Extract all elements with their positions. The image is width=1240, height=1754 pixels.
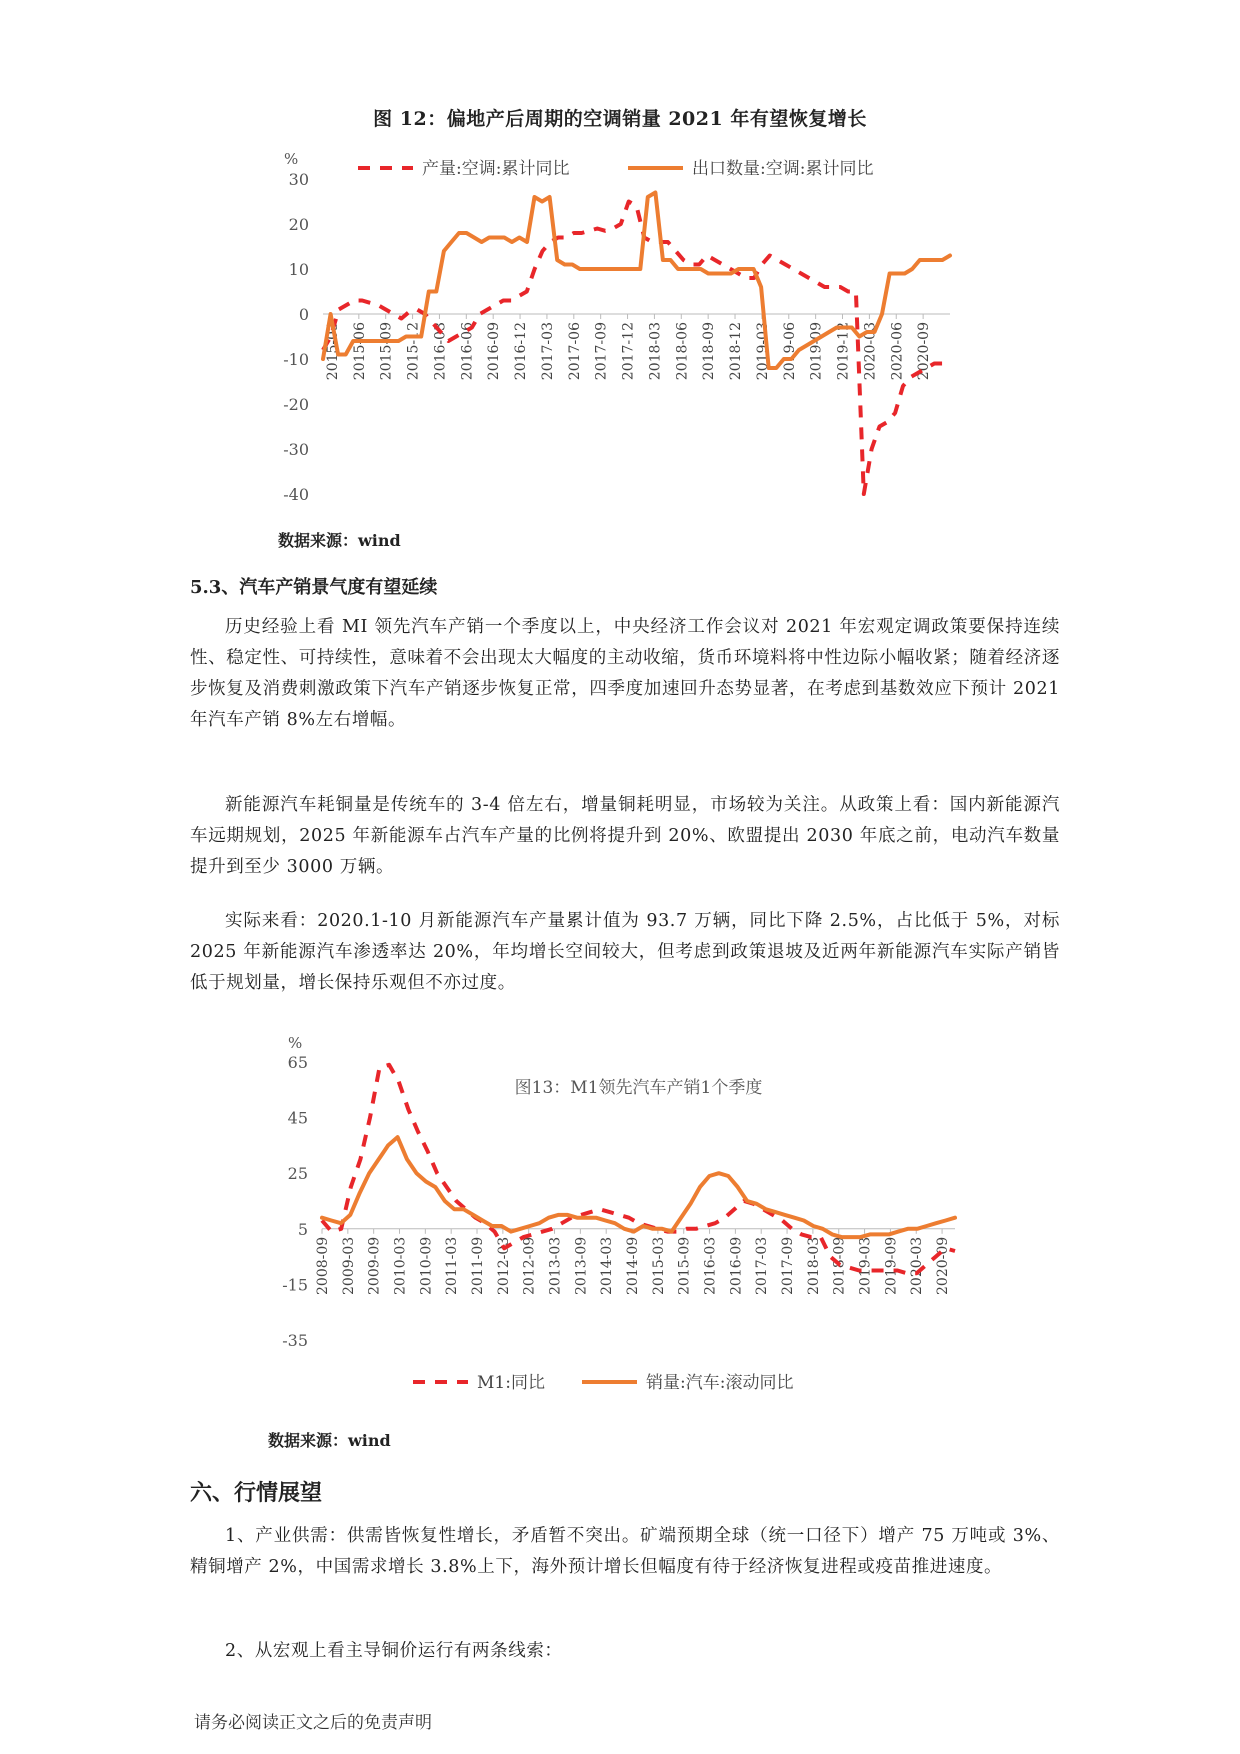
figure-12-source: 数据来源：wind (278, 531, 401, 550)
paragraph: 实际来看：2020.1-10 月新能源汽车产量累计值为 93.7 万辆，同比下降 2.5%，占比低于 5%，对标 2025 年新能源汽车渗透率达 20%，年均增长空间较大，但考虑到政策退坡及近两年新能源汽车实际产销皆低于规划量，增长保持乐观但不亦过度。 (190, 911, 1060, 993)
y-tick-label: 10 (288, 260, 309, 279)
figure-12-title: 图 12：偏地产后周期的空调销量 2021 年有望恢复增长 (373, 108, 867, 130)
section-5-3-heading: 5.3、汽车产销景气度有望延续 (190, 577, 438, 598)
paragraph: 2、从宏观上看主导铜价运行有两条线索： (225, 1641, 563, 1661)
x-tick-label: 2019-03 (754, 322, 771, 381)
x-tick-label: 2012-09 (521, 1236, 538, 1295)
x-tick-label: 2019-09 (883, 1236, 900, 1295)
x-tick-label: 2020-03 (862, 322, 879, 381)
x-tick-label: 2019-06 (781, 322, 798, 381)
legend-label: 产量:空调:累计同比 (422, 159, 570, 179)
legend-label: 出口数量:空调:累计同比 (692, 159, 874, 179)
x-tick-label: 2016-06 (459, 322, 476, 381)
y-tick-label: 20 (288, 215, 309, 234)
x-tick-label: 2017-09 (780, 1236, 797, 1295)
x-tick-label: 2013-03 (547, 1236, 564, 1295)
figure-12-chart (0, 135, 1240, 535)
chart-title: 图13：M1领先汽车产销1个季度 (514, 1078, 763, 1098)
x-tick-label: 2019-03 (857, 1236, 874, 1295)
figure-13-chart (0, 1015, 1240, 1425)
paragraph: 新能源汽车耗铜量是传统车的 3-4 倍左右，增量铜耗明显，市场较为关注。从政策上看：国内新能源汽车远期规划，2025 年新能源车占汽车产量的比例将提升到 20%、欧盟提出 2030 年底之前，电动汽车数量提升到至少 3000 万辆。 (190, 795, 1060, 877)
x-tick-label: 2015-03 (650, 1236, 667, 1295)
y-tick-label: 0 (298, 305, 309, 324)
section-6-heading: 六、行情展望 (190, 1480, 323, 1506)
figure-13-source: 数据来源：wind (268, 1431, 391, 1450)
x-tick-label: 2018-03 (805, 1236, 822, 1295)
x-tick-label: 2018-06 (674, 322, 691, 381)
x-tick-label: 2015-09 (676, 1236, 693, 1295)
x-tick-label: 2015-03 (324, 322, 341, 381)
x-tick-label: 2019-09 (808, 322, 825, 381)
x-tick-label: 2010-03 (392, 1236, 409, 1295)
x-tick-label: 2009-03 (340, 1236, 357, 1295)
y-tick-label: -35 (282, 1331, 308, 1350)
y-tick-label: 25 (287, 1164, 308, 1184)
x-tick-label: 2017-09 (593, 322, 610, 381)
x-tick-label: 2020-06 (889, 322, 906, 381)
y-tick-label: 65 (287, 1053, 308, 1072)
y-tick-label: 30 (288, 170, 309, 189)
x-tick-label: 2014-03 (599, 1236, 616, 1295)
y-tick-label: -15 (282, 1275, 308, 1295)
x-tick-label: 2011-09 (470, 1236, 487, 1295)
x-tick-label: 2018-03 (647, 322, 664, 381)
x-tick-label: 2018-09 (701, 322, 718, 381)
x-tick-label: 2019-12 (835, 322, 852, 381)
x-tick-label: 2017-03 (754, 1236, 771, 1295)
y-axis-unit-label: % (288, 1034, 303, 1052)
x-tick-label: 2020-03 (909, 1236, 926, 1295)
y-tick-label: -10 (283, 350, 309, 369)
x-tick-label: 2015-09 (378, 322, 395, 381)
y-tick-label: -20 (283, 395, 309, 414)
paragraph: 1、产业供需：供需皆恢复性增长，矛盾暂不突出。矿端预期全球（统一口径下）增产 75 万吨或 3%、精铜增产 2%，中国需求增长 3.8%上下，海外预计增长但幅度有待于经济恢复进程或疫苗推进速度。 (190, 1526, 1060, 1577)
y-tick-label: -30 (283, 440, 309, 459)
x-tick-label: 2018-12 (728, 322, 745, 381)
x-tick-label: 2016-03 (702, 1236, 719, 1295)
footer-disclaimer: 请务必阅读正文之后的免责声明 (194, 1713, 432, 1733)
x-tick-label: 2018-09 (831, 1236, 848, 1295)
y-tick-label: 5 (297, 1219, 308, 1239)
x-tick-label: 2016-03 (432, 322, 449, 381)
x-tick-label: 2012-03 (495, 1236, 512, 1295)
y-tick-label: -40 (283, 485, 309, 504)
x-tick-label: 2017-03 (539, 322, 556, 381)
x-tick-label: 2020-09 (916, 322, 933, 381)
x-tick-label: 2014-09 (625, 1236, 642, 1295)
y-axis-unit-label: % (284, 150, 299, 168)
x-tick-label: 2016-12 (513, 322, 530, 381)
x-tick-label: 2010-09 (418, 1236, 435, 1295)
series-line-2 (322, 1137, 955, 1237)
x-tick-label: 2008-09 (315, 1236, 331, 1295)
x-tick-label: 2015-06 (351, 322, 368, 381)
x-tick-label: 2009-09 (366, 1236, 383, 1295)
x-tick-label: 2016-09 (728, 1236, 745, 1295)
x-tick-label: 2015-12 (405, 322, 422, 381)
x-tick-label: 2017-12 (620, 322, 637, 381)
paragraph: 历史经验上看 MI 领先汽车产销一个季度以上，中央经济工作会议对 2021 年宏观定调政策要保持连续性、稳定性、可持续性，意味着不会出现太大幅度的主动收缩，货币环境料将中性边际小幅收紧；随着经济逐步恢复及消费刺激政策下汽车产销逐步恢复正常，四季度加速回升态势显著，在考虑到基数效应下预计 2021 年汽车产销 8%左右增幅。 (190, 617, 1060, 730)
legend-label: 销量:汽车:滚动同比 (646, 1373, 794, 1393)
y-tick-label: 45 (287, 1108, 308, 1128)
legend-label: M1:同比 (477, 1373, 545, 1393)
x-tick-label: 2017-06 (566, 322, 583, 381)
x-tick-label: 2020-09 (935, 1236, 952, 1295)
x-tick-label: 2011-03 (444, 1236, 461, 1295)
x-tick-label: 2016-09 (486, 321, 503, 381)
x-tick-label: 2013-09 (573, 1236, 590, 1295)
